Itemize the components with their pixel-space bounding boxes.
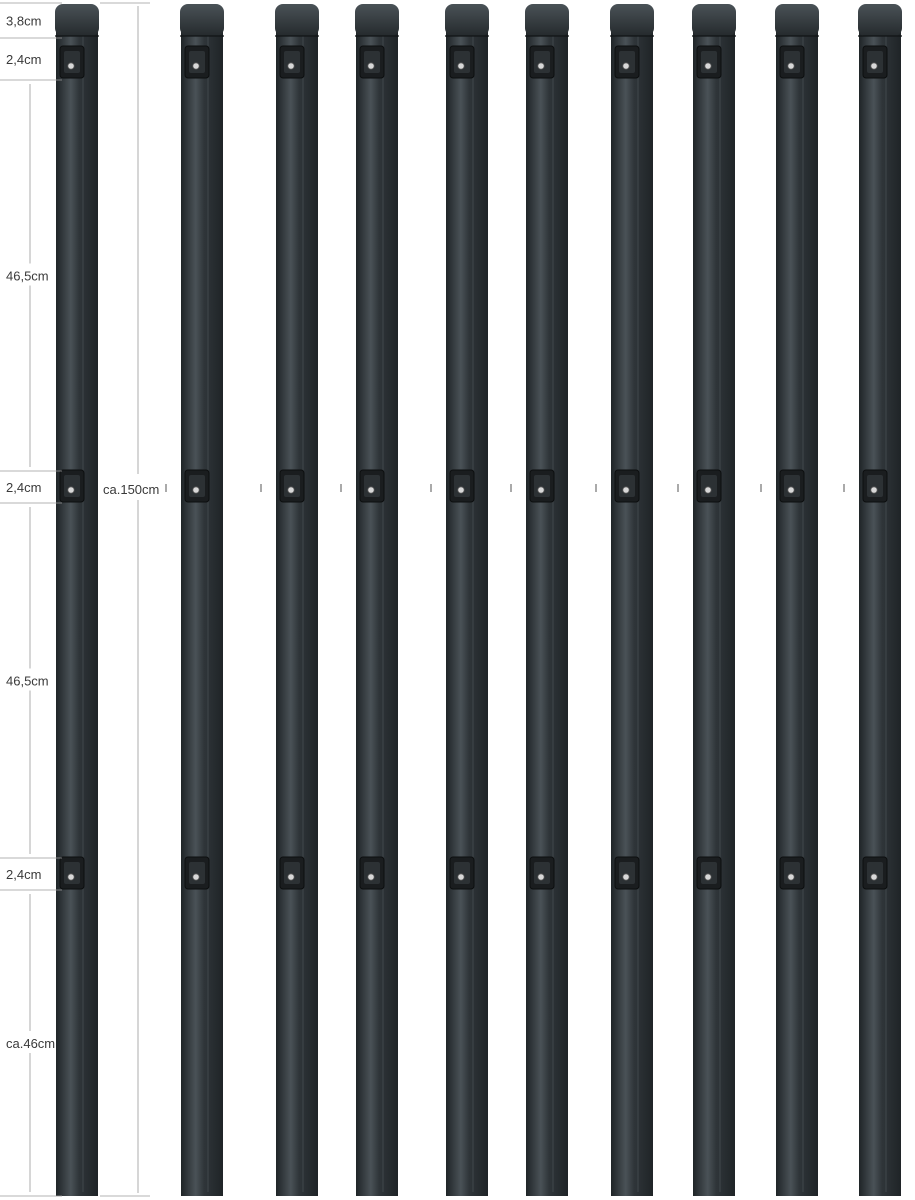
mesh-clip xyxy=(697,857,721,889)
mesh-clip xyxy=(360,470,384,502)
clip-face xyxy=(64,862,80,884)
fence-post xyxy=(180,4,224,1196)
mesh-clip xyxy=(615,857,639,889)
post-highlight xyxy=(207,22,209,1192)
mesh-clip xyxy=(360,857,384,889)
post-cap xyxy=(355,4,399,36)
clip-face xyxy=(701,862,717,884)
fence-post xyxy=(55,4,99,1196)
clip-screw xyxy=(623,63,629,69)
fence-post xyxy=(858,4,902,1196)
clip-screw xyxy=(788,874,794,880)
post-shaft xyxy=(56,18,98,1196)
clip-face xyxy=(454,475,470,497)
clip-screw xyxy=(871,63,877,69)
mesh-clip xyxy=(280,470,304,502)
clip-screw xyxy=(368,874,374,880)
mesh-clip xyxy=(280,857,304,889)
clip-screw xyxy=(288,63,294,69)
mesh-clip xyxy=(697,470,721,502)
fence-post xyxy=(525,4,569,1196)
mesh-clip xyxy=(530,46,554,78)
post-shaft xyxy=(859,18,901,1196)
clip-face xyxy=(867,51,883,73)
post-highlight xyxy=(802,22,804,1192)
clip-face xyxy=(784,862,800,884)
post-shaft xyxy=(526,18,568,1196)
mesh-clip xyxy=(863,857,887,889)
clip-screw xyxy=(705,487,711,493)
post-highlight xyxy=(82,22,84,1192)
post-highlight xyxy=(637,22,639,1192)
clip-screw xyxy=(458,63,464,69)
clip-screw xyxy=(368,487,374,493)
clip-face xyxy=(454,862,470,884)
dimension-label: 2,4cm xyxy=(6,867,42,882)
clip-face xyxy=(364,51,380,73)
post-shaft xyxy=(276,18,318,1196)
clip-screw xyxy=(538,874,544,880)
mesh-clip xyxy=(863,46,887,78)
clip-face xyxy=(364,862,380,884)
fence-post xyxy=(610,4,654,1196)
mesh-clip xyxy=(530,857,554,889)
clip-face xyxy=(454,51,470,73)
mesh-clip xyxy=(360,46,384,78)
mesh-clip xyxy=(60,857,84,889)
post-cap xyxy=(275,4,319,36)
clip-face xyxy=(619,51,635,73)
post-cap xyxy=(610,4,654,36)
post-highlight xyxy=(885,22,887,1192)
clip-face xyxy=(64,475,80,497)
mesh-clip xyxy=(450,857,474,889)
clip-face xyxy=(284,475,300,497)
clip-face xyxy=(364,475,380,497)
clip-screw xyxy=(68,487,74,493)
clip-face xyxy=(701,475,717,497)
clip-screw xyxy=(288,487,294,493)
post-shaft xyxy=(693,18,735,1196)
post-shaft xyxy=(611,18,653,1196)
clip-face xyxy=(64,51,80,73)
mesh-clip xyxy=(60,470,84,502)
clip-face xyxy=(189,475,205,497)
clip-screw xyxy=(788,63,794,69)
dimension-label: 46,5cm xyxy=(6,268,49,284)
post-shaft xyxy=(356,18,398,1196)
clip-screw xyxy=(538,63,544,69)
fence-post xyxy=(775,4,819,1196)
fence-post xyxy=(445,4,489,1196)
mesh-clip xyxy=(530,470,554,502)
clip-screw xyxy=(538,487,544,493)
clip-screw xyxy=(368,63,374,69)
mesh-clip xyxy=(780,46,804,78)
post-cap xyxy=(858,4,902,36)
clip-face xyxy=(619,475,635,497)
mesh-clip xyxy=(615,470,639,502)
fence-post xyxy=(355,4,399,1196)
clip-screw xyxy=(458,487,464,493)
post-cap xyxy=(55,4,99,36)
clip-screw xyxy=(623,487,629,493)
posts-group xyxy=(55,4,902,1196)
clip-face xyxy=(284,862,300,884)
clip-screw xyxy=(193,874,199,880)
clip-face xyxy=(534,862,550,884)
dimension-label: ca.46cm xyxy=(6,1036,56,1051)
clip-screw xyxy=(68,63,74,69)
dimension-label: 46,5cm xyxy=(6,673,49,689)
post-highlight xyxy=(552,22,554,1192)
clip-screw xyxy=(458,874,464,880)
clip-face xyxy=(701,51,717,73)
clip-screw xyxy=(705,874,711,880)
mesh-clip xyxy=(697,46,721,78)
post-shaft xyxy=(776,18,818,1196)
mesh-clip xyxy=(185,470,209,502)
post-highlight xyxy=(382,22,384,1192)
clip-screw xyxy=(193,487,199,493)
mesh-clip xyxy=(280,46,304,78)
dimension-label: 2,4cm xyxy=(6,52,42,67)
clip-face xyxy=(867,862,883,884)
total-height-label: ca.150cm xyxy=(103,482,160,497)
mesh-clip xyxy=(780,470,804,502)
clip-screw xyxy=(788,487,794,493)
mesh-clip xyxy=(185,46,209,78)
clip-screw xyxy=(871,487,877,493)
post-shaft xyxy=(446,18,488,1196)
mesh-clip xyxy=(450,46,474,78)
fence-post xyxy=(692,4,736,1196)
dimension-label: 3,8cm xyxy=(6,13,42,29)
mesh-clip xyxy=(780,857,804,889)
clip-screw xyxy=(193,63,199,69)
post-cap xyxy=(775,4,819,36)
clip-screw xyxy=(871,874,877,880)
fence-post xyxy=(275,4,319,1196)
clip-screw xyxy=(623,874,629,880)
mesh-clip xyxy=(185,857,209,889)
clip-screw xyxy=(705,63,711,69)
post-highlight xyxy=(302,22,304,1192)
clip-face xyxy=(284,51,300,73)
clip-face xyxy=(619,862,635,884)
clip-face xyxy=(534,475,550,497)
post-cap xyxy=(525,4,569,36)
post-cap xyxy=(445,4,489,36)
post-highlight xyxy=(472,22,474,1192)
clip-screw xyxy=(68,874,74,880)
mesh-clip xyxy=(615,46,639,78)
mesh-clip xyxy=(450,470,474,502)
clip-face xyxy=(189,51,205,73)
post-cap xyxy=(180,4,224,36)
mesh-clip xyxy=(863,470,887,502)
mesh-clip xyxy=(60,46,84,78)
clip-screw xyxy=(288,874,294,880)
dimension-label: 2,4cm xyxy=(6,480,42,495)
clip-face xyxy=(784,475,800,497)
clip-face xyxy=(189,862,205,884)
clip-face xyxy=(784,51,800,73)
post-highlight xyxy=(719,22,721,1192)
clip-face xyxy=(534,51,550,73)
post-shaft xyxy=(181,18,223,1196)
clip-face xyxy=(867,475,883,497)
post-cap xyxy=(692,4,736,36)
